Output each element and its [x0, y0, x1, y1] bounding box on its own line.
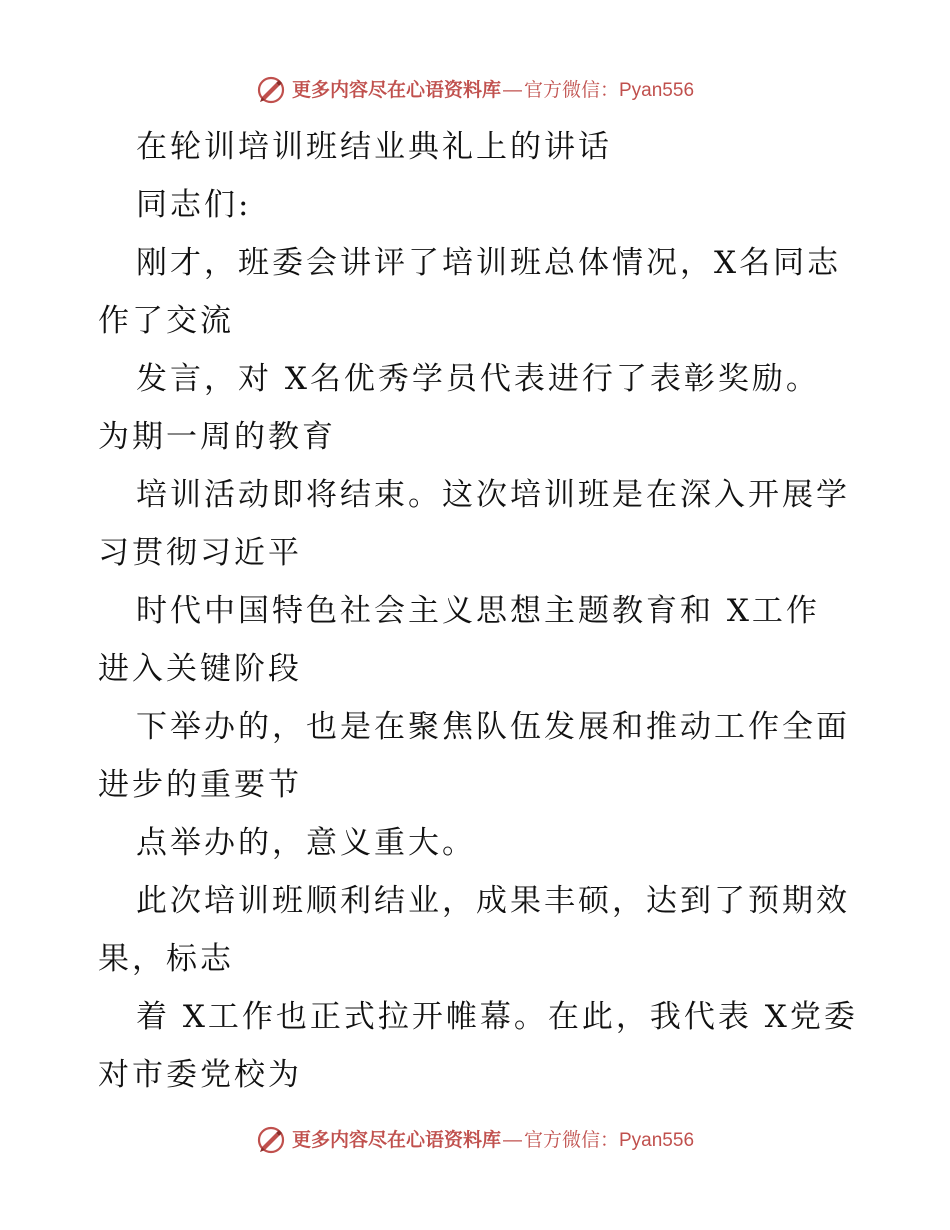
document-line: 下举办的，也是在聚焦队伍发展和推动工作全面: [136, 709, 850, 745]
header-wechat-label: 官方微信：: [523, 79, 619, 101]
footer-banner: [0, 1120, 950, 1160]
header-wechat-id: Pyan556: [619, 79, 695, 101]
document-line: 此次培训班顺利结业，成果丰硕，达到了预期效: [136, 883, 850, 919]
document-line: 为期一周的教育: [98, 419, 336, 455]
footer-wechat-label: 官方微信：: [523, 1129, 619, 1151]
document-line: 同志们:: [136, 187, 252, 223]
document-line: 发言，对 X名优秀学员代表进行了表彰奖励。: [136, 361, 820, 397]
document-line: 在轮训培训班结业典礼上的讲话: [136, 129, 612, 165]
footer-brand-text: 更多内容尽在心语资料库: [291, 1129, 501, 1151]
header-banner: [0, 70, 950, 110]
footer-separator: —: [502, 1129, 522, 1151]
footer-wechat-id: Pyan556: [619, 1129, 695, 1151]
document-line: 习贯彻习近平: [98, 535, 302, 571]
document-line: 果，标志: [98, 941, 234, 977]
document-line: 着 X工作也正式拉开帷幕。在此，我代表 X党委: [136, 999, 858, 1035]
document-line: 对市委党校为: [98, 1057, 302, 1093]
document-line: 进步的重要节: [98, 767, 302, 803]
document-line: 点举办的，意义重大。: [136, 825, 476, 861]
header-separator: —: [502, 79, 522, 101]
document-line: 时代中国特色社会主义思想主题教育和 X工作: [136, 593, 820, 629]
pen-logo-icon: [256, 1125, 286, 1155]
pen-logo-icon: [256, 75, 286, 105]
header-brand-text: 更多内容尽在心语资料库: [291, 79, 501, 101]
document-line: 作了交流: [98, 303, 234, 339]
document-body: [98, 118, 858, 1104]
document-line: 进入关键阶段: [98, 651, 302, 687]
document-line: 培训活动即将结束。这次培训班是在深入开展学: [136, 477, 850, 513]
document-line: 刚才，班委会讲评了培训班总体情况，X名同志: [136, 245, 842, 281]
